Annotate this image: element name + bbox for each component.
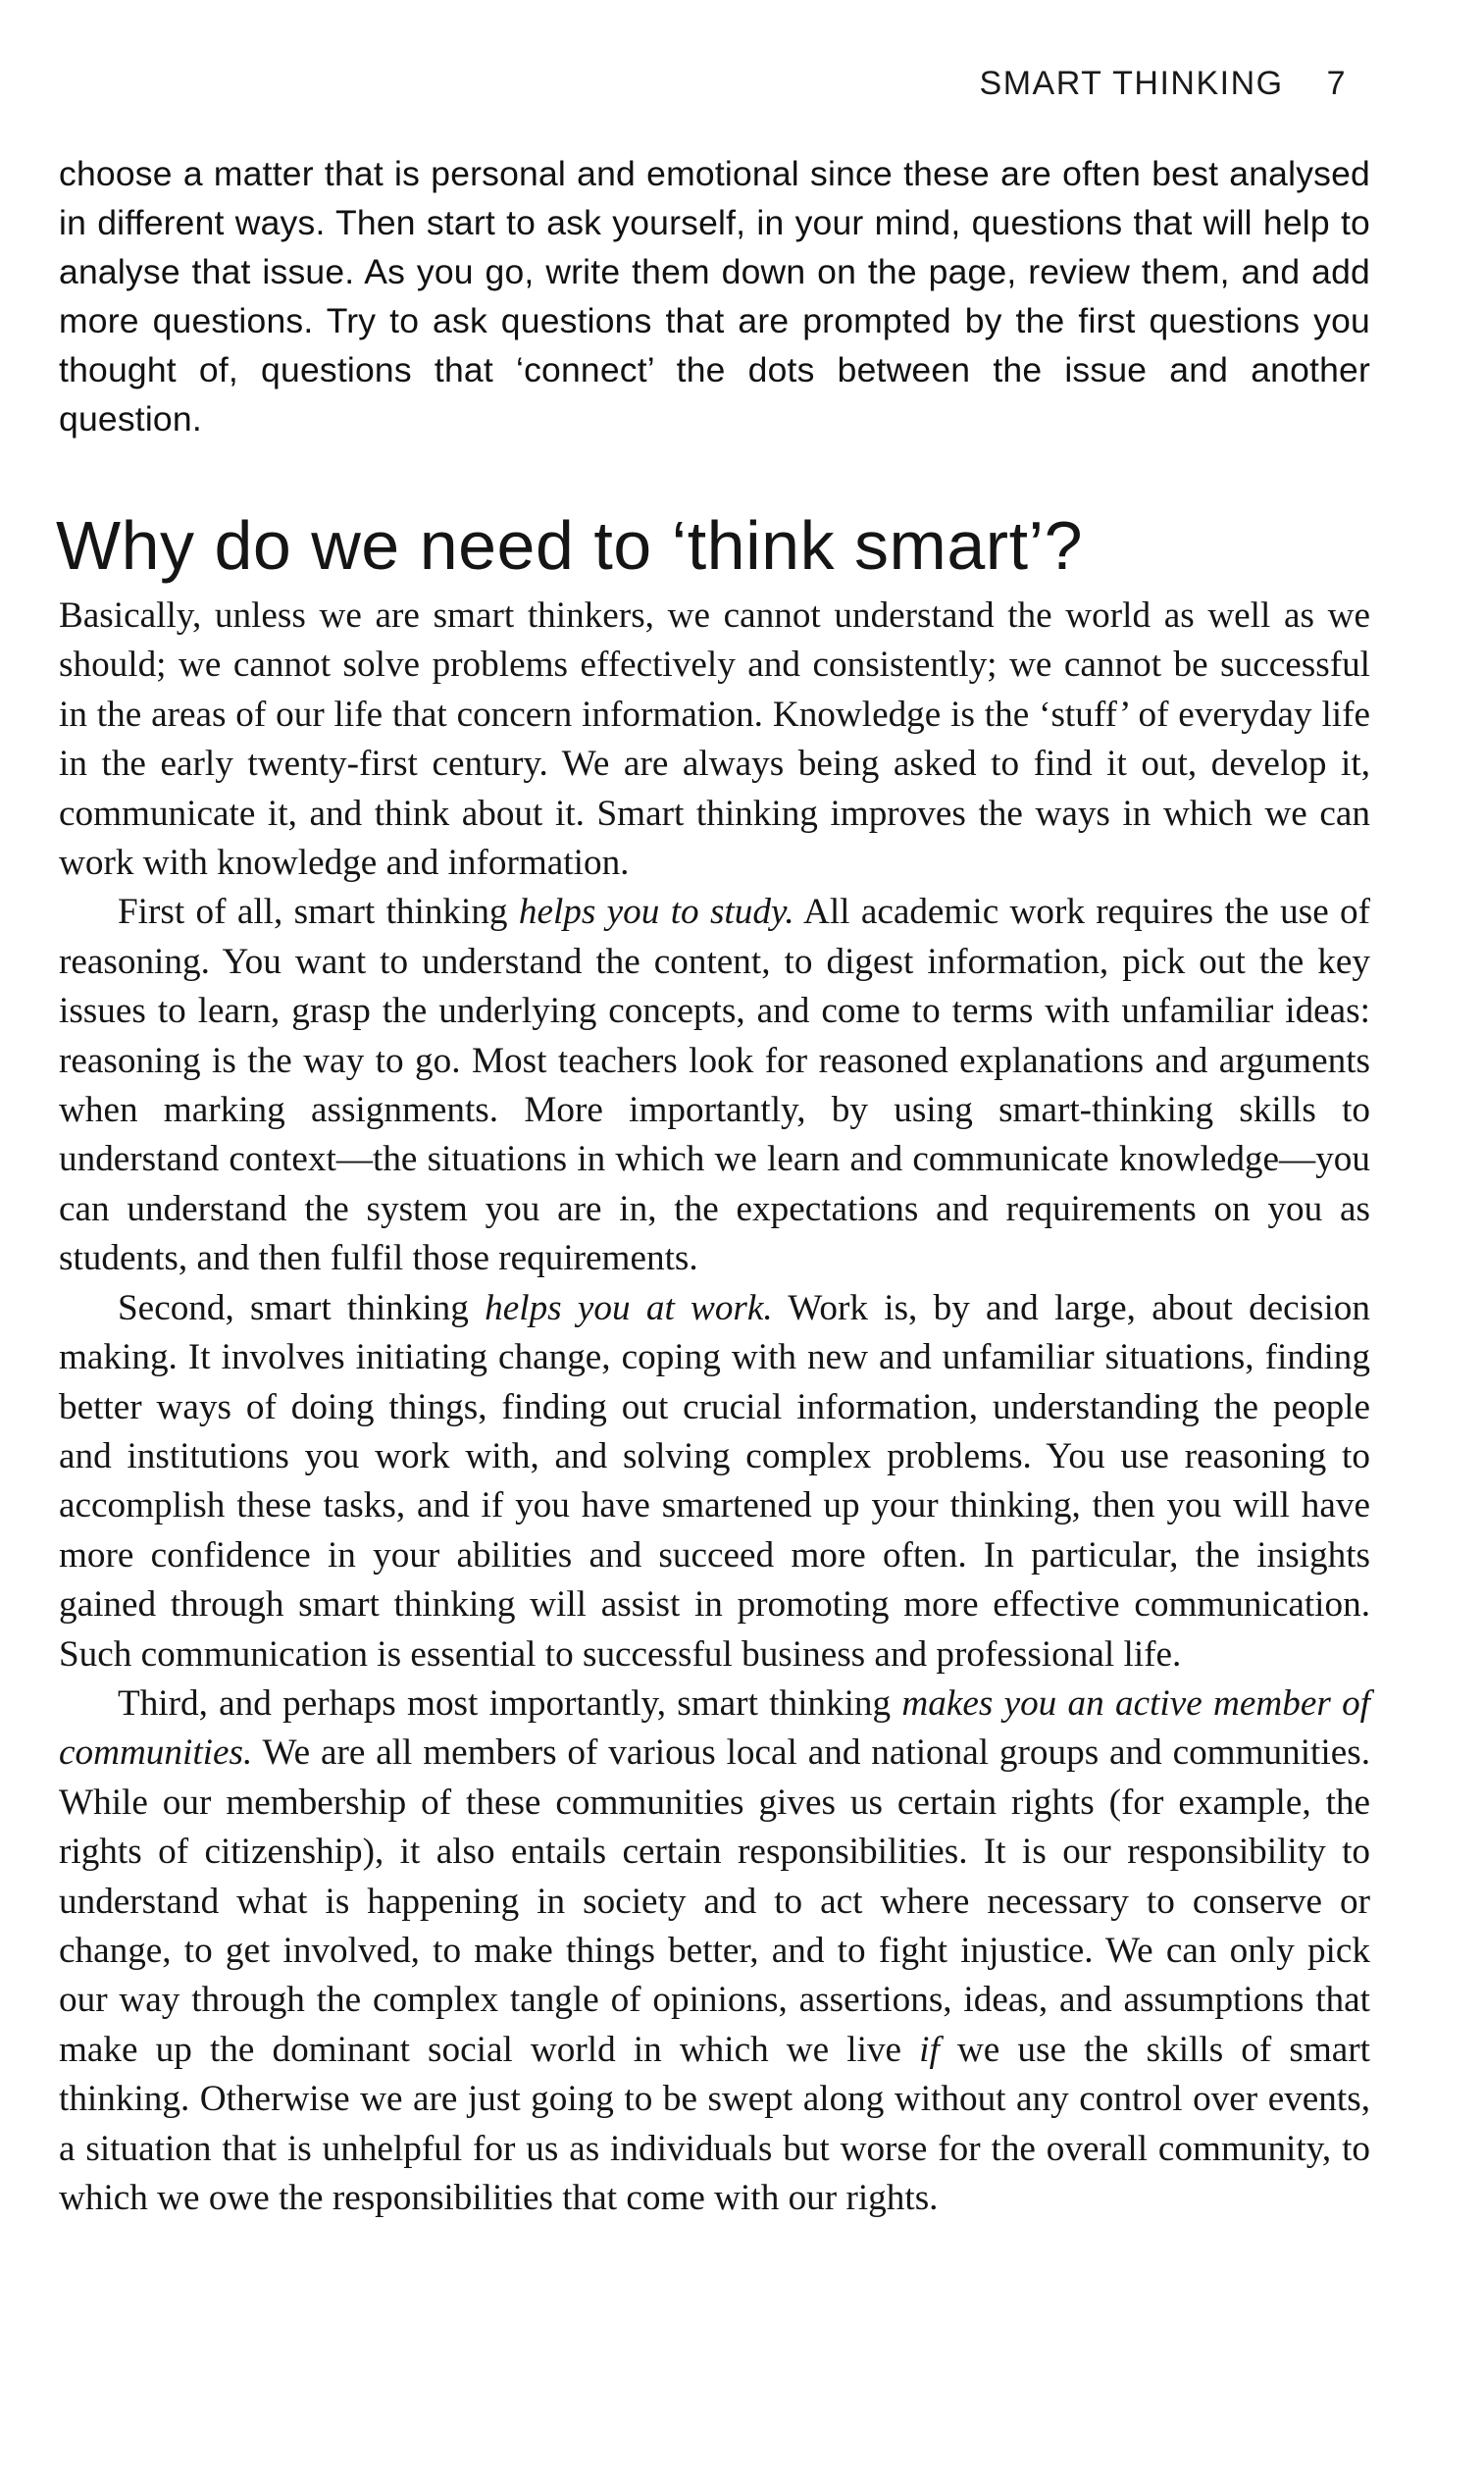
running-header xyxy=(980,65,1347,103)
paragraph-3-emphasis: helps you at work. xyxy=(485,1287,773,1328)
running-title: SMART THINKING xyxy=(979,65,1284,102)
paragraph-3 xyxy=(59,1284,1370,1680)
section-heading: Why do we need to ‘think smart’? xyxy=(56,507,1084,584)
paragraph-3-text-end: Work is, by and large, about decision making. It involves initiating change, coping with new and unfamiliar situations, finding better ways of doing things, finding out crucial information, understanding the people and institutions you work with, and solving complex problems. You use reasoning to accomplish these tasks, and if you have smartened up your thinking, then you will have more confidence in your abilities and succeed more often. In particular, the insights gained through smart thinking will assist in promoting more effective communication. Such communication is essential to successful business and professional life. xyxy=(59,1287,1370,1675)
paragraph-2-text-end: All academic work requires the use of reasoning. You want to understand the content, to digest information, pick out the key issues to learn, grasp the underlying concepts, and come to terms with unfamiliar ideas: reasoning is the way to go. Most teachers look for reasoned explanations and arguments when marking assignments. More importantly, by using smart-thinking skills to understand context—the situations in which we learn and communicate knowledge—you can understand the system you are in, the expectations and requirements on you as students, and then fulfil those requirements. xyxy=(59,892,1371,1279)
paragraph-4-text-start: Third, and perhaps most importantly, smart thinking xyxy=(118,1682,902,1724)
paragraph-4-emphasis-if: if xyxy=(919,2029,940,2070)
paragraph-1: Basically, unless we are smart thinkers, we cannot understand the world as well as we should; we cannot solve problems effectively and consistently; we cannot be successful in the areas of our life that concern information. Knowledge is the ‘stuff’ of everyday life in the early twenty-first century. We are always being asked to find it out, develop it, communicate it, and think about it. Smart thinking improves the ways in which we can work with knowledge and information. xyxy=(59,595,1370,884)
intro-paragraph: choose a matter that is personal and emotional since these are often best analysed in different ways. Then start to ask yourself, in your mind, questions that will help to analyse that issue. As you go, write them down on the page, review them, and add more questions. Try to ask questions that are prompted by the first questions you thought of, questions that ‘connect’ the dots between the issue and another question. xyxy=(59,154,1370,439)
paragraph-2-emphasis: helps you to study. xyxy=(518,892,794,933)
paragraph-4-text-middle: We are all members of various local and national groups and communities. While our membership of these communities gives us certain rights (for example, the rights of citizenship), it also entails certain responsibilities. It is our responsibility to understand what is happening in society and to act where necessary to conserve or change, to get involved, to make things better, and to fight injustice. We can only pick our way through the complex tangle of opinions, assertions, ideas, and assumptions that make up the dominant social world in which we live xyxy=(59,1732,1370,2070)
paragraph-3-text-start: Second, smart thinking xyxy=(118,1287,486,1328)
section-body xyxy=(59,592,1370,2223)
page-number: 7 xyxy=(1326,65,1347,102)
paragraph-4-text-end: we use the skills of smart thinking. Otherwise we are just going to be swept along without any control over events, a situation that is unhelpful for us as individuals but worse for the overall community, to which we owe the responsibilities that come with our rights. xyxy=(59,2029,1370,2218)
paragraph-2-text-start: First of all, smart thinking xyxy=(118,892,519,933)
paragraph-4 xyxy=(59,1680,1370,2223)
paragraph-4-emphasis: makes you an active member of communities. xyxy=(59,1682,1370,1774)
paragraph-2 xyxy=(59,888,1370,1283)
